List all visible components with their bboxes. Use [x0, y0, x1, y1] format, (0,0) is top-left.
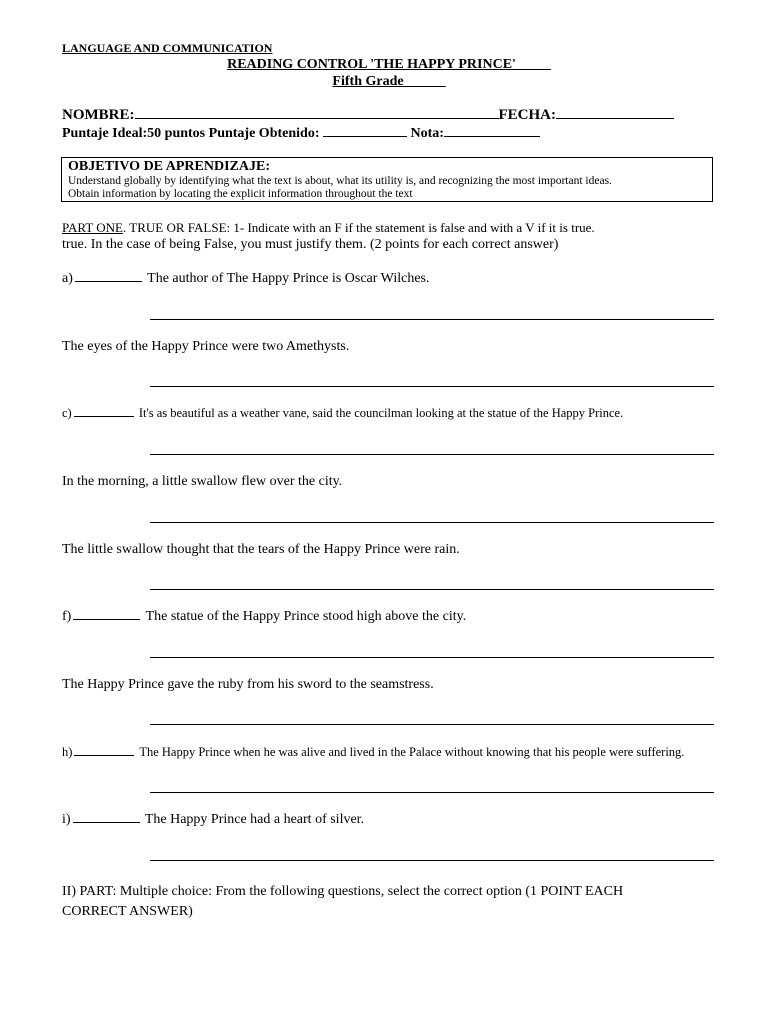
question-i	[62, 812, 364, 828]
justification-line[interactable]	[150, 454, 714, 455]
tf-answer-blank[interactable]	[74, 745, 134, 756]
question-g	[62, 677, 434, 693]
question-text: The eyes of the Happy Prince were two Amethysts.	[62, 339, 350, 354]
title-trail: _____	[515, 57, 551, 72]
part-two-instructions: II) PART: Multiple choice: From the following questions, select the correct option (1 POINT EACH CORRECT ANSWER)	[62, 884, 624, 919]
part-one-instructions	[62, 220, 595, 236]
question-label: a)	[62, 271, 73, 286]
justification-line[interactable]	[150, 724, 714, 725]
obtained-score-label: Puntaje Obtenido:	[208, 126, 320, 141]
tf-answer-blank[interactable]	[73, 609, 140, 620]
grade-trail: ______	[403, 74, 446, 89]
question-c	[62, 406, 623, 421]
justification-line[interactable]	[150, 792, 714, 793]
tf-answer-blank[interactable]	[73, 812, 140, 823]
date-label: FECHA:	[498, 107, 556, 123]
part-one-heading: PART ONE	[62, 220, 123, 235]
grade-text: Fifth Grade	[332, 74, 404, 89]
question-text: The Happy Prince had a heart of silver.	[144, 812, 365, 827]
justification-line[interactable]	[150, 522, 714, 523]
question-text: In the morning, a little swallow flew over the city.	[62, 474, 343, 489]
part-one-text: . TRUE OR FALSE: 1- Indicate with an F if the statement is false and with a V if it is true.	[123, 220, 595, 235]
question-label: f)	[62, 609, 72, 624]
obtained-score-field[interactable]	[323, 124, 407, 137]
question-label: h)	[62, 745, 73, 759]
question-d	[62, 474, 342, 490]
title-text: READING CONTROL 'THE HAPPY PRINCE'	[227, 57, 516, 72]
justification-line[interactable]	[150, 386, 714, 387]
ideal-score-label: Puntaje Ideal:50 puntos	[62, 126, 206, 141]
objective-line-1: Understand globally by identifying what the text is about, what its utility is, and recognizing the most important ideas.	[68, 175, 612, 187]
justification-line[interactable]	[150, 657, 714, 658]
objective-title: OBJETIVO DE APRENDIZAJE:	[68, 159, 270, 174]
grade-heading	[0, 74, 768, 90]
learning-objective-box	[61, 157, 713, 202]
nota-field[interactable]	[444, 124, 540, 137]
question-text: The little swallow thought that the tears of the Happy Prince were rain.	[62, 542, 460, 557]
justification-line[interactable]	[150, 860, 714, 861]
question-text: The Happy Prince when he was alive and lived in the Palace without knowing that his people were suffering.	[139, 745, 685, 759]
question-e	[62, 542, 460, 558]
tf-answer-blank[interactable]	[75, 271, 142, 282]
justification-line[interactable]	[150, 589, 714, 590]
date-field[interactable]	[556, 106, 674, 119]
question-a	[62, 271, 429, 287]
question-label: c)	[62, 406, 72, 420]
tf-answer-blank[interactable]	[74, 406, 134, 417]
question-f	[62, 609, 466, 625]
question-label: i)	[62, 812, 71, 827]
question-b	[62, 339, 349, 355]
name-label: NOMBRE:	[62, 107, 135, 123]
question-h	[62, 745, 684, 760]
question-text: The Happy Prince gave the ruby from his sword to the seamstress.	[62, 677, 434, 692]
worksheet-title	[0, 57, 768, 73]
part-one-instructions-2: true. In the case of being False, you must justify them. (2 points for each correct answer)	[62, 237, 559, 252]
name-field[interactable]	[135, 106, 499, 119]
nota-label: Nota:	[410, 126, 444, 141]
name-date-row	[62, 106, 674, 124]
question-text: It's as beautiful as a weather vane, said the councilman looking at the statue of the Happy Prince.	[138, 406, 624, 420]
question-text: The statue of the Happy Prince stood high above the city.	[145, 609, 467, 624]
justification-line[interactable]	[150, 319, 714, 320]
score-row	[62, 124, 540, 142]
subject-heading: LANGUAGE AND COMMUNICATION	[62, 41, 273, 55]
question-text: The author of The Happy Prince is Oscar Wilches.	[147, 271, 430, 286]
objective-line-2: Obtain information by locating the explicit information throughout the text	[68, 188, 413, 200]
